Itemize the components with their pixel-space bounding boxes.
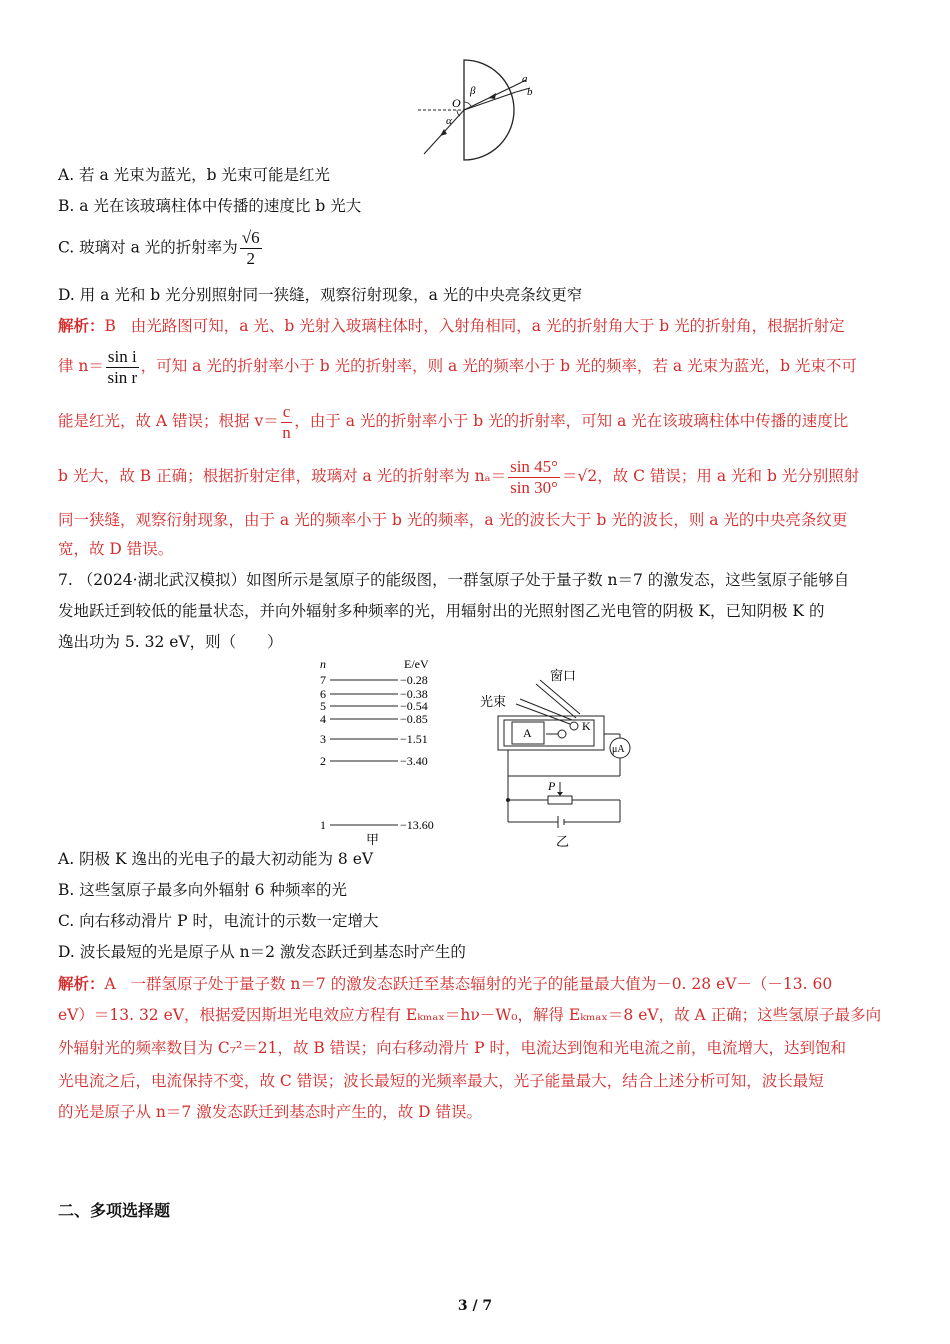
q6-analysis-line-6: 宽，故 D 错误。 bbox=[58, 540, 174, 558]
q6-analysis-line-4 bbox=[58, 456, 859, 498]
analysis-label: 解析： bbox=[58, 316, 105, 335]
svg-text:4: 4 bbox=[320, 712, 326, 726]
q6-option-d: D. 用 a 光和 b 光分别照射同一狭缝，观察衍射现象，a 光的中央亮条纹更窄 bbox=[58, 286, 583, 304]
caption-jia: 甲 bbox=[366, 832, 380, 846]
q6-option-c bbox=[58, 228, 264, 269]
q7-analysis-line-1 bbox=[58, 973, 832, 995]
q7-analysis-line-5: 的光是原子从 n＝7 激发态跃迁到基态时产生的，故 D 错误。 bbox=[58, 1103, 482, 1121]
level-4 bbox=[320, 712, 428, 726]
page-number: 3 / 7 bbox=[457, 1298, 493, 1314]
level-3 bbox=[320, 732, 428, 746]
q7-stem-line-1: 7. （2024·湖北武汉模拟）如图所示是氢原子的能级图，一群氢原子处于量子数 n＝7 的激发态，这些氢原子能够自 bbox=[58, 571, 850, 589]
label-P: P bbox=[548, 779, 556, 793]
svg-text:−0.54: −0.54 bbox=[400, 699, 428, 713]
analysis-text: ，由于 a 光的折射率小于 b 光的折射率，可知 a 光在该玻璃柱体中传播的速度比 bbox=[294, 412, 849, 430]
fraction-denominator: 2 bbox=[246, 249, 255, 268]
q6-analysis-line-1 bbox=[58, 315, 845, 337]
analysis-text: 由光路图可知，a 光、b 光射入玻璃柱体时，入射角相同，a 光的折射角大于 b 光的折射角，根据折射定 bbox=[130, 317, 845, 335]
level-7 bbox=[320, 673, 428, 687]
fraction-denominator: sin 30° bbox=[510, 477, 558, 497]
energy-level-diagram bbox=[314, 656, 454, 846]
label-A: A bbox=[523, 726, 532, 740]
label-beta: β bbox=[470, 85, 476, 97]
q7-analysis-line-4: 光电流之后，电流保持不变，故 C 错误；波长最短的光频率最大，光子能量最大，结合上述分析可知，波长最短 bbox=[58, 1072, 824, 1090]
svg-text:3: 3 bbox=[320, 732, 326, 746]
analysis-answer: B bbox=[104, 317, 116, 335]
svg-text:−13.60: −13.60 bbox=[400, 818, 434, 832]
svg-text:−1.51: −1.51 bbox=[400, 732, 428, 746]
refraction-figure bbox=[410, 58, 550, 162]
label-O: O bbox=[452, 96, 461, 110]
svg-text:2: 2 bbox=[320, 754, 326, 768]
label-microammeter: μA bbox=[612, 744, 625, 755]
label-a: a bbox=[522, 73, 528, 85]
q7-option-b: B. 这些氢原子最多向外辐射 6 种频率的光 bbox=[58, 881, 347, 899]
fraction-numerator: √6 bbox=[241, 228, 260, 247]
q6-option-a: A. 若 a 光束为蓝光，b 光束可能是红光 bbox=[58, 166, 330, 184]
analysis-fraction bbox=[281, 402, 293, 443]
fraction-numerator: c bbox=[282, 401, 291, 421]
q6-analysis-line-5: 同一狭缝，观察衍射现象，由于 a 光的频率小于 b 光的频率，a 光的波长大于 b 光的波长，则 a 光的中央亮条纹更 bbox=[58, 511, 848, 529]
analysis-text: ，可知 a 光的折射率小于 b 光的折射率，则 a 光的频率小于 b 光的频率，若 a 光束为蓝光，b 光束不可 bbox=[140, 357, 857, 375]
label-b: b bbox=[527, 86, 533, 98]
q7-option-d: D. 波长最短的光是原子从 n＝2 激发态跃迁到基态时产生的 bbox=[58, 943, 466, 961]
q7-option-c: C. 向右移动滑片 P 时，电流计的示数一定增大 bbox=[58, 912, 379, 930]
analysis-text: 能是红光，故 A 错误；根据 v＝ bbox=[58, 412, 279, 430]
analysis-label: 解析： bbox=[58, 974, 105, 993]
analysis-answer: A bbox=[104, 975, 116, 993]
q7-option-a: A. 阴极 K 逸出的光电子的最大初动能为 8 eV bbox=[58, 850, 374, 868]
q7-stem-line-3: 逸出功为 5. 32 eV，则（ ） bbox=[58, 633, 283, 651]
q6-option-c-text: C. 玻璃对 a 光的折射率为 bbox=[58, 238, 238, 257]
svg-text:−0.28: −0.28 bbox=[400, 673, 428, 687]
q7-analysis-line-2: eV）＝13. 32 eV，根据爱因斯坦光电效应方程有 Eₖₘₐₓ＝hν－W₀，解得 Eₖₘₐₓ＝8 eV，故 A 正确；这些氢原子最多向 bbox=[58, 1006, 882, 1024]
svg-text:−0.38: −0.38 bbox=[400, 687, 428, 701]
header-n: n bbox=[320, 657, 326, 671]
svg-text:−0.85: −0.85 bbox=[400, 712, 428, 726]
level-5 bbox=[320, 699, 428, 713]
fraction-denominator: sin r bbox=[107, 367, 138, 387]
level-2 bbox=[320, 754, 428, 768]
level-1 bbox=[320, 818, 434, 832]
label-window: 窗口 bbox=[550, 668, 577, 683]
svg-text:5: 5 bbox=[320, 699, 326, 713]
svg-text:−3.40: −3.40 bbox=[400, 754, 428, 768]
svg-text:7: 7 bbox=[320, 673, 326, 687]
fraction-numerator: sin i bbox=[107, 346, 137, 366]
analysis-fraction bbox=[106, 347, 139, 388]
label-beam: 光束 bbox=[480, 694, 507, 709]
header-e: E/eV bbox=[404, 657, 429, 671]
q7-stem-line-2: 发地跃迁到较低的能量状态，并向外辐射多种频率的光，用辐射出的光照射图乙光电管的阴极 K，已知阴极 K 的 bbox=[58, 602, 825, 620]
analysis-text: 一群氢原子处于量子数 n＝7 的激发态跃迁至基态辐射的光子的能量最大值为－0. 28 eV－（－13. 60 bbox=[130, 975, 833, 993]
label-K: K bbox=[582, 719, 591, 733]
analysis-fraction bbox=[508, 457, 560, 498]
q6-option-c-fraction bbox=[240, 228, 262, 269]
q6-analysis-line-3 bbox=[58, 401, 848, 443]
analysis-text: ＝√2，故 C 错误；用 a 光和 b 光分别照射 bbox=[561, 467, 860, 485]
svg-text:1: 1 bbox=[320, 818, 326, 832]
label-alpha: α bbox=[446, 115, 452, 127]
photo-tube-circuit bbox=[478, 664, 648, 850]
svg-text:6: 6 bbox=[320, 687, 326, 701]
fraction-numerator: sin 45° bbox=[510, 456, 558, 476]
analysis-text: 律 n＝ bbox=[58, 357, 104, 375]
q6-analysis-line-2 bbox=[58, 346, 857, 388]
q6-option-b: B. a 光在该玻璃柱体中传播的速度比 b 光大 bbox=[58, 197, 362, 215]
q7-analysis-line-3: 外辐射光的频率数目为 C₇²＝21，故 B 错误；向右移动滑片 P 时，电流达到饱和光电流之前，电流增大，达到饱和 bbox=[58, 1039, 846, 1057]
section-heading: 二、多项选择题 bbox=[58, 1201, 171, 1220]
fraction-denominator: n bbox=[282, 422, 291, 442]
analysis-text: b 光大，故 B 正确；根据折射定律，玻璃对 a 光的折射率为 nₐ＝ bbox=[58, 467, 507, 485]
caption-yi: 乙 bbox=[556, 834, 570, 849]
